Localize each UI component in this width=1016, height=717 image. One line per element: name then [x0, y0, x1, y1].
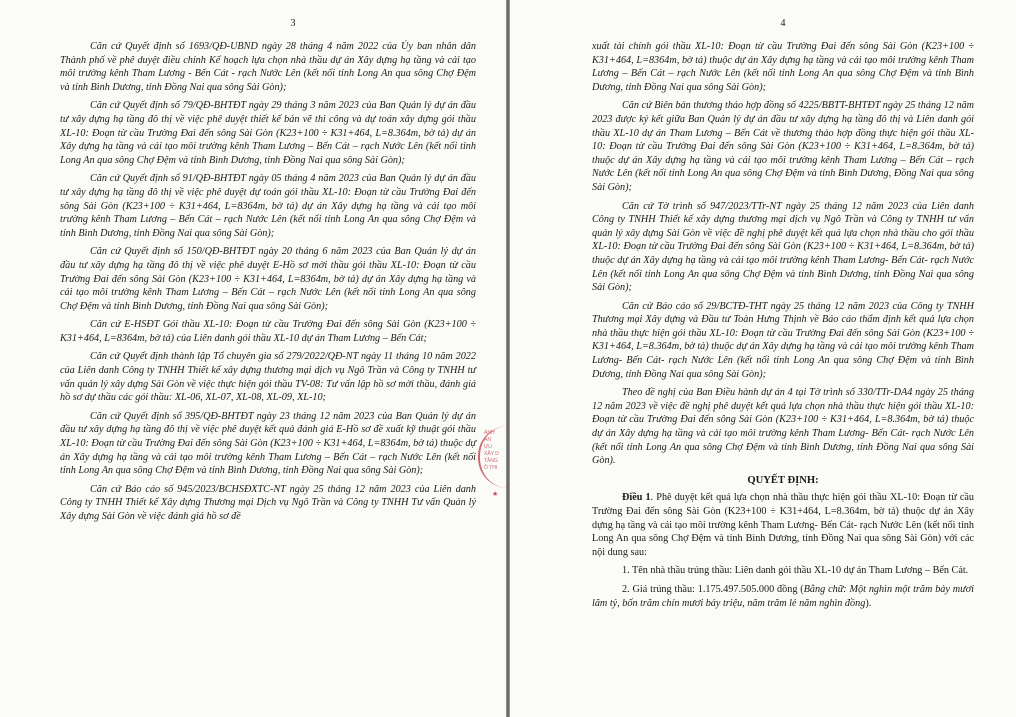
decision-title: QUYẾT ĐỊNH: — [747, 474, 819, 486]
paragraph: Căn cứ Quyết định số 91/QĐ-BHTĐT ngày 05 tháng 4 năm 2023 của Ban Quản lý dự án đầu tư xây dựng hạ tầng đô thị về việc phê duyệt dự toán gói thầu XL-10: Đoạn từ cầu Trường Đai đến sông Sài Gòn (K23+100 ÷ K31+464, L=8364m, bờ tả) dự án Xây dựng hạ tầng và cải tạo môi trường kênh Tham Lương – Bến Cát – rạch Nước Lên (kết nối tỉnh Long An qua sông Chợ Đệm và tỉnh Bình Dương, tỉnh Đồng Nai qua sông Sài Gòn); — [60, 173, 476, 239]
page-3 — [0, 0, 506, 717]
article-text: . Phê duyệt kết quả lựa chọn nhà thầu thực hiện gói thầu XL-10: Đoạn từ cầu Trường Đai đến sông Sài Gòn (K23+100 ÷ K31+464, L=8.364m, bờ tả) thuộc dự án Xây dựng hạ tầng và cải tạo môi trường kênh Tham Lương- Bến Cát- rạch Nước Lên (kết nối tỉnh Long An qua sông Chợ Đệm và tỉnh Bình Dương, tỉnh Đồng Nai qua sông Sài Gòn) với các nội dung sau: — [592, 492, 974, 558]
star-icon: ★ — [492, 490, 499, 498]
item-2: 2. Giá trúng thầu: 1.175.497.505.000 đồng (Bằng chữ: Một nghìn một trăm bảy mươi lăm tỷ, bốn trăm chín mươi bảy triệu, năm trăm lẻ năm nghìn đồng). — [592, 583, 974, 609]
paragraph: Căn cứ Quyết định số 395/QĐ-BHTĐT ngày 23 tháng 12 năm 2023 của Ban Quản lý dự án đầu tư xây dựng hạ tầng đô thị về việc phê duyệt kết quả đánh giá E-Hồ sơ đề xuất kỹ thuật gói thầu XL-10: Đoạn từ cầu Trường Đai đến sông Sài Gòn (K23+100 ÷ K31+464, L=8364m, bờ tả) thuộc dự án Xây dựng hạ tầng và cải tạo môi trường kênh Tham Lương – Bến Cát – rạch Nước Lên (kết nối tỉnh Long An qua sông Chợ Đệm và tỉnh Bình Dương, tỉnh Đồng Nai qua sông Sài Gòn); — [60, 410, 476, 477]
paragraph: Căn cứ Quyết định số 150/QĐ-BHTĐT ngày 20 tháng 6 năm 2023 của Ban Quản lý dự án đầu tư xây dựng hạ tầng đô thị về việc phê duyệt E-Hồ sơ mời thầu gói thầu XL-10: Đoạn từ cầu Trường Đai đến sông Sài Gòn (K23+100 ÷ K31+464, L=8364m, bờ tả) dự án Xây dựng hạ tầng và cải tạo môi trường kênh Tham Lương – Bến Cát – rạch Nước Lên (kết nối tỉnh Long An qua sông Chợ Đệm và tỉnh Bình Dương, tỉnh Đồng Nai qua sông Sài Gòn); — [60, 246, 476, 312]
article-1 — [592, 491, 974, 559]
paragraph: Căn cứ E-HSĐT Gói thầu XL-10: Đoạn từ cầu Trường Đai đến sông Sài Gòn (K23+100 ÷ K31+464, L=8364m, bờ tả) của Liên danh gói thầu XL-10 dự án Tham Lương – Bến Cát; — [60, 319, 476, 344]
item-1: 1. Tên nhà thầu trúng thầu: Liên danh gói thầu XL-10 dự án Tham Lương – Bến Cát. — [622, 565, 969, 577]
page-number: 3 — [290, 18, 296, 29]
paragraph: Căn cứ Quyết định số 79/QĐ-BHTĐT ngày 29 tháng 3 năm 2023 của Ban Quản lý dự án đầu tư xây dựng hạ tầng đô thị về việc phê duyệt thiết kế bản vẽ thi công và dự toán xây dựng gói thầu XL-10: Đoạn từ cầu Trường Đai đến sông Sài Gòn (K23+100 ÷ K31+464, L=8.364m, bờ tả) dự án Xây dựng hạ tầng và cải tạo môi trường kênh Tham Lương – Bến Cát – rạch Nước Lên (kết nối tỉnh Long An qua sông Chợ Đệm và tỉnh Bình Dương, tỉnh Đồng Nai qua sông Sài Gòn); — [60, 100, 476, 166]
seal-stamp: ÀNH ẤN ỰU XÂY D TẦNG Ô THI — [478, 426, 508, 488]
paragraph: Căn cứ Báo cáo số 945/2023/BCHSĐXTC-NT ngày 25 tháng 12 năm 2023 của Liên danh Công ty TNHH Thiết kế Xây dựng Thương mại Dịch vụ Ngô Trần và Công ty TNHH Tư vấn Quản lý Xây dựng Sài Gòn về việc đánh giá hồ sơ đề — [60, 483, 476, 522]
article-label: Điều 1 — [622, 492, 651, 504]
page-4 — [510, 0, 1016, 717]
paragraph: Căn cứ Quyết định thành lập Tổ chuyên gia số 279/2022/QĐ-NT ngày 11 tháng 10 năm 2022 của Liên danh Công ty TNHH Thiết kế xây dựng thương mại dịch vụ Ngô Trần và Công ty TNHH tư vấn quản lý xây dựng Sài Gòn về việc thực hiện gói thầu TV-08: Tư vấn lập hồ sơ mời thầu, đánh giá hồ sơ dự thầu các gói thầu: XL-06, XL-07, XL-08, XL-09, XL-10; — [60, 351, 476, 404]
paragraph: Theo đề nghị của Ban Điều hành dự án 4 tại Tờ trình số 330/TTr-DA4 ngày 25 tháng 12 năm 2023 về việc đề nghị phê duyệt kết quả lựa chọn nhà thầu thực hiện gói thầu XL-10: Đoạn từ cầu Trường Đai đến sông Sài Gòn (K23+100 ÷ K31+464, L=8.364m, bờ tả) thuộc dự án Xây dựng hạ tầng và cải tạo môi trường kênh Tham Lương- Bến Cát- rạch Nước Lên (kết nối tỉnh Long An qua sông Chợ Đệm và tỉnh Bình Dương, tỉnh Đồng Nai qua sông Sài Gòn). — [592, 387, 974, 467]
paragraph: Căn cứ Quyết định số 1693/QĐ-UBND ngày 28 tháng 4 năm 2022 của Ủy ban nhân dân Thành phố về phê duyệt điều chỉnh Kế hoạch lựa chọn nhà thầu dự án Xây dựng hạ tầng và cải tạo môi trường kênh Tham Lương - Bến Cát - rạch Nước Lên (kết nối tỉnh Long An qua sông Chợ Đệm và tỉnh Bình Dương, tỉnh Đồng Nai qua sông Sài Gòn); — [60, 41, 476, 93]
paragraph: Căn cứ Tờ trình số 947/2023/TTr-NT ngày 25 tháng 12 năm 2023 của Liên danh Công ty TNHH Thiết kế xây dựng thương mại dịch vụ Ngô Trần và Công ty TNHH tư vấn quản lý xây dựng Sài Gòn về việc đề nghị phê duyệt kết quả lựa chọn nhà thầu cho gói thầu XL-10: Đoạn từ cầu Trường Đai đến sông Sài Gòn (K23+100 ÷ K31+464, L=8.364m, bờ tả) thuộc dự án Xây dựng hạ tầng và cải tạo môi trường kênh Tham Lương- Bến Cát- rạch Nước Lên (kết nối tỉnh Long An qua sông Chợ Đệm và tỉnh Bình Dương, tỉnh Đồng Nai qua sông Sài Gòn); — [592, 200, 974, 294]
amount-in-words: Bằng chữ: Một nghìn một trăm bảy mươi lăm tỷ, bốn trăm chín mươi bảy triệu, năm trăm lẻ năm nghìn đồng — [592, 583, 974, 609]
page-number: 4 — [780, 18, 786, 29]
paragraph: xuất tài chính gói thầu XL-10: Đoạn từ cầu Trường Đai đến sông Sài Gòn (K23+100 ÷ K31+464, L=8364m, bờ tả) thuộc dự án Xây dựng hạ tầng và cải tạo môi trường kênh Tham Lương – Bến Cát – rạch Nước Lên (kết nối tỉnh Long An qua sông Chợ Đệm và tỉnh Bình Dương, tỉnh Đồng Nai qua sông Sài Gòn); — [592, 41, 974, 93]
paragraph: Căn cứ Báo cáo số 29/BCTĐ-THT ngày 25 tháng 12 năm 2023 của Công ty TNHH Thương mại Xây dựng và Đầu tư Toàn Hưng Thịnh về Báo cáo thẩm định kết quả lựa chọn nhà thầu thực hiện gói thầu XL-10: Đoạn từ cầu Trường Đai đến sông Sài Gòn (K23+100 ÷ K31+464, L=8.364m, bờ tả) thuộc dự án Xây dựng hạ tầng và cải tạo môi trường kênh Tham Lương- Bến Cát- rạch Nước Lên (kết nối tỉnh Long An qua sông Chợ Đệm và tỉnh Bình Dương, tỉnh Đồng Nai qua sông Sài Gòn); — [592, 300, 974, 380]
paragraph: Căn cứ Biên bản thương thảo hợp đồng số 4225/BBTT-BHTĐT ngày 25 tháng 12 năm 2023 được ký kết giữa Ban Quản lý dự án đầu tư xây dựng hạ tầng đô thị và Liên danh gói thầu XL-10 dự án Tham Lương – Bến Cát về thương thảo hợp đồng thực hiện gói thầu XL-10: Đoạn từ cầu Trường Đai đến sông Sài Gòn (K23+100 ÷ K31+464, L=8.364m, bờ tả) thuộc dự án Xây dựng hạ tầng và cải tạo môi trường kênh Tham Lương – Bến Cát – rạch Nước Lên (kết nối tỉnh Long An qua sông Chợ Đệm và tỉnh Bình Dương, Đồng Nai qua sông Sài Gòn); — [592, 100, 974, 193]
